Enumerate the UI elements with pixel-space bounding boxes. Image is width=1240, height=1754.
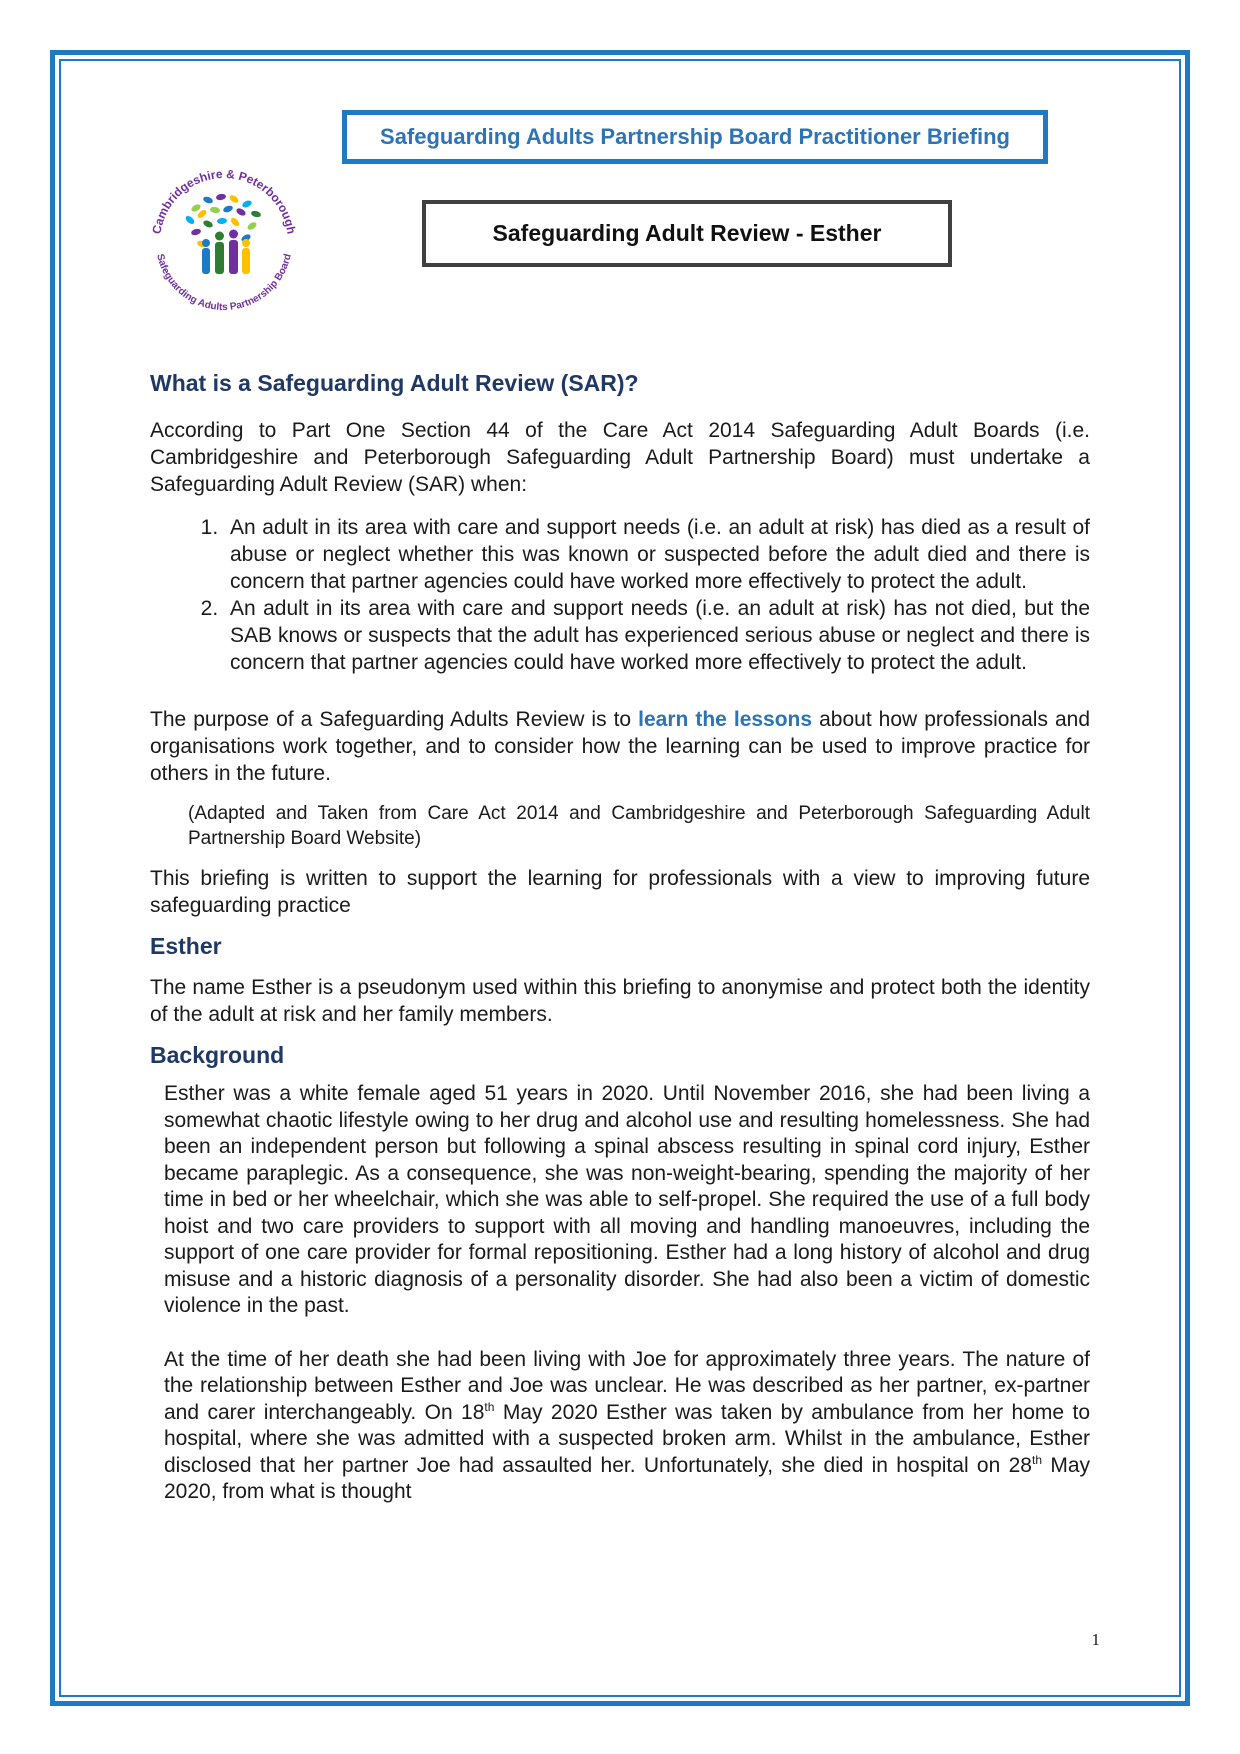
logo-figures-icon bbox=[202, 230, 250, 275]
sar-conditions-list bbox=[150, 514, 1090, 676]
page-number: 1 bbox=[1091, 1630, 1100, 1649]
briefing-content bbox=[150, 370, 1090, 1506]
sar-intro: According to Part One Section 44 of the Care Act 2014 Safeguarding Adult Boards (i.e. Cambridgeshire and Peterborough Safeguarding Adult Partnership Board) must undertake a Safeguarding Adult Review (SAR) when: bbox=[150, 419, 1090, 496]
background-heading: Background bbox=[150, 1042, 285, 1068]
purpose-text-end: about how professionals and organisations work together, and to consider how the learning can be used to improve practice for others in the future. bbox=[150, 708, 1091, 785]
briefing-note: This briefing is written to support the learning for professionals with a view to improving future safeguarding practice bbox=[150, 867, 1090, 917]
review-title: Safeguarding Adult Review - Esther bbox=[422, 200, 952, 267]
logo-leaves-icon bbox=[184, 193, 261, 248]
logo-top-text: Cambridgeshire & Peterborough bbox=[149, 166, 299, 235]
background-text-b: May 2020 Esther was taken by ambulance from her home to hospital, where she was admitted with a suspected broken arm. Whilst in the ambulance, Esther disclosed that her partner Joe had assaulted her. Unfortunately, she died in hospital on 28 bbox=[164, 1400, 1090, 1477]
sar-heading: What is a Safeguarding Adult Review (SAR)? bbox=[150, 370, 639, 396]
sar-condition-2: 2. An adult in its area with care and support needs (i.e. an adult at risk) has not died, but the SAB knows or suspects that the adult has experienced serious abuse or neglect and there is concern that partner agencies could have worked more effectively to protect the adult. bbox=[224, 595, 1090, 676]
background-paragraph-1: Esther was a white female aged 51 years in 2020. Until November 2016, she had been living a somewhat chaotic lifestyle owing to her drug and alcohol use and resulting homelessness. She had been an independent person but following a spinal abscess resulting in spinal cord injury, Esther became paraplegic. As a consequence, she was non-weight-bearing, spending the majority of her time in bed or her wheelchair, which she was able to self-propel. She required the use of a full body hoist and two care providers to support with all moving and handling manoeuvres, including the support of one care provider for formal repositioning. Esther had a long history of alcohol and drug misuse and a historic diagnosis of a personality disorder. She had also been a victim of domestic violence in the past. bbox=[164, 1082, 1090, 1317]
background-text-c: May 2020, from what is thought bbox=[164, 1453, 1090, 1503]
background-paragraph-2 bbox=[164, 1347, 1090, 1506]
purpose-paragraph bbox=[150, 706, 1090, 787]
logo-bottom-text: Safeguarding Adults Partnership Board bbox=[154, 252, 294, 314]
sar-condition-1: 1. An adult in its area with care and support needs (i.e. an adult at risk) has died as a result of abuse or neglect whether this was known or suspected before the adult died and there is concern that partner agencies could have worked more effectively to protect the adult. bbox=[224, 514, 1090, 595]
esther-paragraph: The name Esther is a pseudonym used within this briefing to anonymise and protect both the identity of the adult at risk and her family members. bbox=[150, 976, 1090, 1026]
esther-heading: Esther bbox=[150, 933, 222, 959]
practitioner-briefing-banner: Safeguarding Adults Partnership Board Practitioner Briefing bbox=[342, 110, 1048, 164]
source-note: (Adapted and Taken from Care Act 2014 and Cambridgeshire and Peterborough Safeguarding Adult Partnership Board Website) bbox=[188, 803, 1090, 849]
learn-the-lessons-highlight: learn the lessons bbox=[638, 708, 813, 731]
purpose-text-start: The purpose of a Safeguarding Adults Review is to bbox=[150, 708, 639, 731]
ordinal-suffix: th bbox=[1031, 1452, 1042, 1467]
ordinal-suffix: th bbox=[484, 1399, 495, 1414]
background-text-a: At the time of her death she had been living with Joe for approximately three years. The nature of the relationship between Esther and Joe was unclear. He was described as her partner, ex-partner and carer interchangeably. On 18 bbox=[164, 1347, 1090, 1424]
board-logo bbox=[136, 150, 312, 326]
